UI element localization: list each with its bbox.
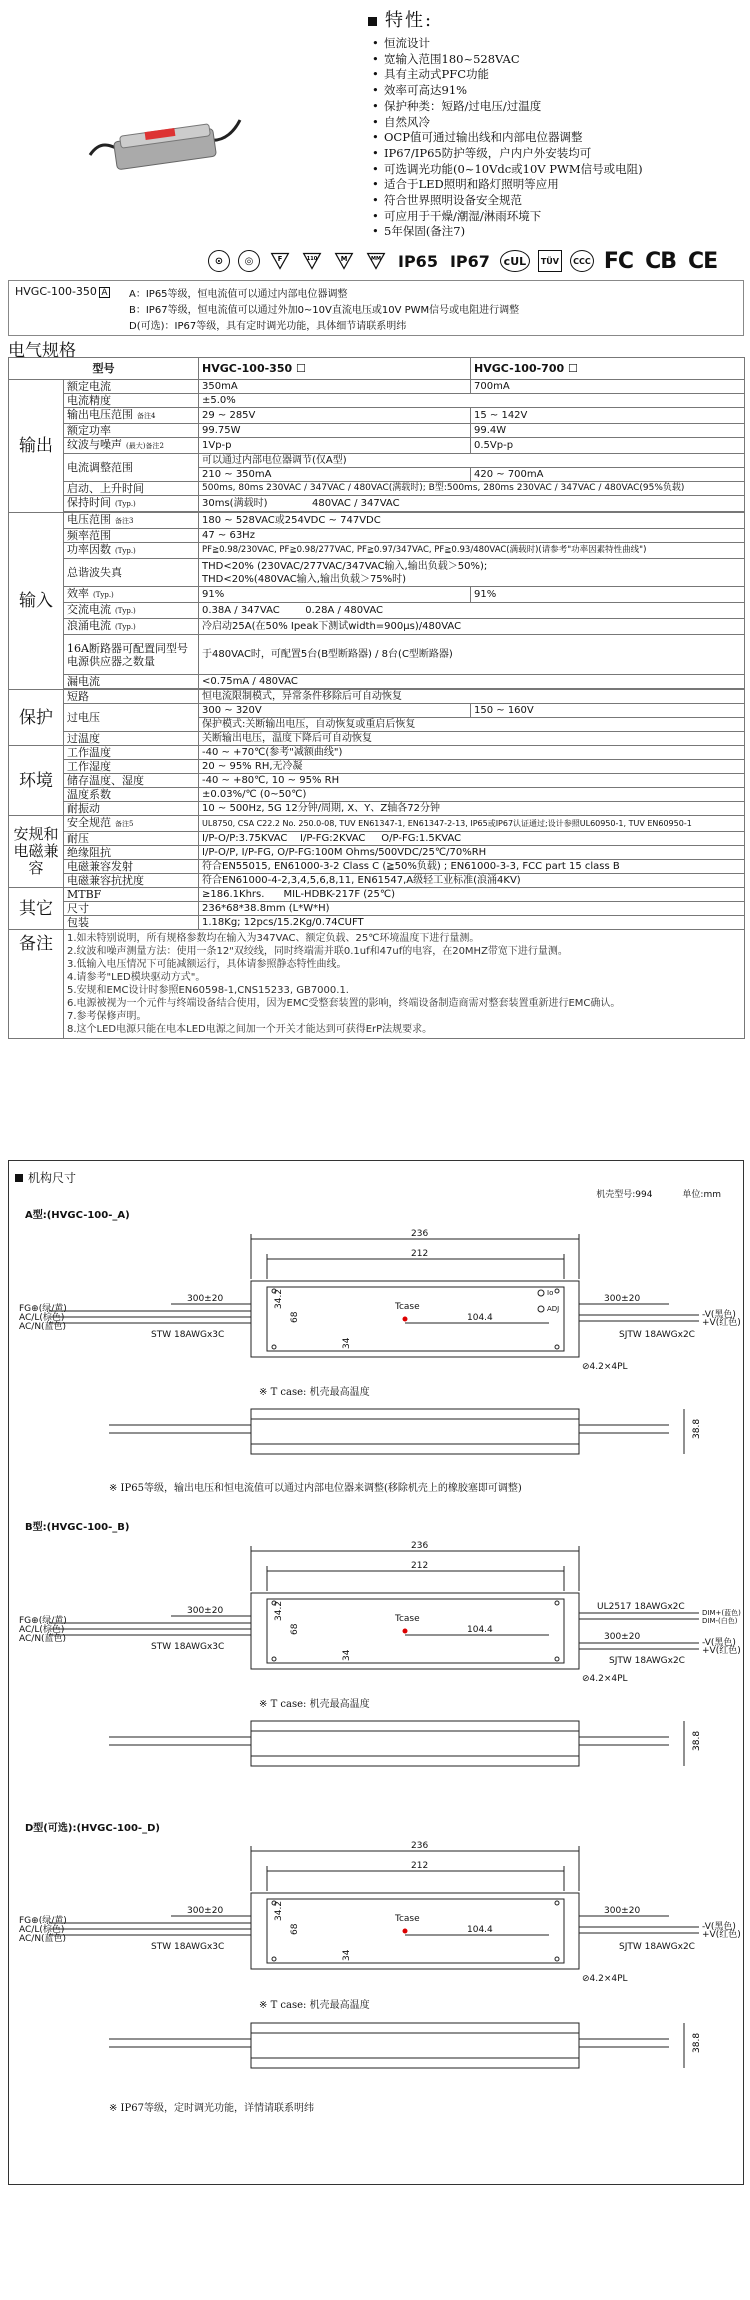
cell-value: ≥186.1Khrs. MIL-HDBK-217F (25℃) [199,888,745,902]
row-label: 耐振动 [64,802,199,816]
svg-text:F: F [277,255,283,263]
cell-value: 210 ~ 350mA [199,468,471,482]
ip67-label: IP67 [449,251,490,271]
svg-text:+V(红色): +V(红色) [702,1930,741,1940]
cell-value: 99.75W [199,424,471,438]
svg-text:212: 212 [411,1249,429,1259]
head-model-350: HVGC-100-350 ☐ [199,358,471,380]
cell-value: 冷启动25A(在50% Ipeak下测试width=900μs)/480VAC [199,619,745,635]
class2-mark-icon: ◎ [238,250,260,272]
table-row [9,816,745,832]
category-protection: 保护 [9,690,64,746]
variant-line: A：IP65等级，恒电流值可以通过内部电位器调整 [129,289,348,300]
svg-text:34.2: 34.2 [274,1288,284,1309]
table-row [9,603,745,619]
product-image [90,100,240,180]
svg-text:SJTW 18AWGx2C: SJTW 18AWGx2C [609,1656,685,1666]
svg-text:34: 34 [342,1949,352,1961]
dimension-meta: 机壳型号:994 单位:mm [596,1190,721,1200]
table-row [9,635,745,675]
type-a-top-drawing [19,1219,741,1379]
cell-value: 180 ~ 528VAC或254VDC ~ 747VDC [199,513,745,529]
row-label: 功率因数 (Typ.) [64,543,199,559]
lead-label: FG⊕(绿/黄) [19,1304,67,1314]
dimension-title: 机构尺寸 [15,1169,76,1186]
cb-mark: CB [645,248,677,274]
type-a-side-drawing [19,1399,734,1469]
feature-item: • IP67/IP65防护等级，户内户外安装均可 [368,146,738,162]
table-row [9,529,745,543]
feature-item: • 效率可高达91% [368,83,738,99]
cell-value: 99.4W [471,424,745,438]
feature-item: • 自然风冷 [368,115,738,131]
svg-text:-V(黑色): -V(黑色) [702,1922,736,1932]
cell-value: 91% [199,587,471,603]
note-item: 3.低输入电压情况下可能减额运行，具体请参照静态特性曲线。 [67,959,347,970]
fcc-mark: FC [603,248,634,274]
feature-item: • 适合于LED照明和路灯照明等应用 [368,177,738,193]
row-label: 尺寸 [64,902,199,916]
type-d-side-drawing [19,2013,734,2083]
table-row [9,874,745,888]
features-title: 特性: [368,6,738,32]
table-row [9,760,745,774]
svg-text:FG⊕(绿/黄): FG⊕(绿/黄) [19,1616,67,1626]
row-label: 电压范围 备注3 [64,513,199,529]
features-panel [368,6,738,240]
category-environment: 环境 [9,746,64,816]
head-model-700: HVGC-100-700 ☐ [471,358,745,380]
svg-text:Tcase: Tcase [395,1302,420,1312]
lead-label: AC/L(棕色) [19,1313,65,1323]
cell-value: 0.38A / 347VAC 0.28A / 480VAC [199,603,745,619]
row-label: 额定功率 [64,424,199,438]
svg-text:212: 212 [411,1561,429,1571]
cell-value: 91% [471,587,745,603]
cell-value: PF≧0.98/230VAC, PF≧0.98/277VAC, PF≧0.97/347VAC, PF≧0.93/480VAC(满载时)(请参考"功率因素特性曲线") [199,543,745,559]
category-input: 输入 [9,513,64,690]
row-label: 电磁兼容发射 [64,860,199,874]
row-label: 交流电流 (Typ.) [64,603,199,619]
cell-value: <0.75mA / 480VAC [199,675,745,689]
table-row [9,424,745,438]
cell-value: -40 ~ +80℃, 10 ~ 95% RH [199,774,745,788]
svg-text:34: 34 [342,1649,352,1661]
svg-text:AC/N(蓝色): AC/N(蓝色) [19,1634,67,1644]
svg-text:34: 34 [342,1337,352,1349]
svg-text:SJTW 18AWGx2C: SJTW 18AWGx2C [619,1942,695,1952]
svg-text:Tcase: Tcase [395,1914,420,1924]
table-row [9,802,745,816]
ip65-label: IP65 [398,251,438,271]
row-label: 电磁兼容抗扰度 [64,874,199,888]
feature-item: • 符合世界照明设备安全规范 [368,193,738,209]
svg-text:Io: Io [547,1289,554,1297]
svg-text:AC/L(棕色): AC/L(棕色) [19,1625,65,1635]
variant-line: D(可选)：IP67等级，具有定时调光功能，具体细节请联系明纬 [129,321,407,332]
row-label: 工作湿度 [64,760,199,774]
hole-label: ⊘4.2×4PL [582,1362,628,1372]
svg-text:STW 18AWGx3C: STW 18AWGx3C [151,1942,225,1952]
row-label: 耐压 [64,832,199,846]
row-label: 包装 [64,916,199,930]
cell-value: 47 ~ 63Hz [199,529,745,543]
cell-value: 700mA [471,380,745,394]
type-b-side-drawing [19,1711,734,1781]
svg-text:236: 236 [411,1841,429,1851]
table-row [9,930,745,1039]
row-label: 过温度 [64,732,199,746]
head-model-label: 型号 [9,358,199,380]
type-d-title: D型(可选):(HVGC-100-_D) [25,1823,160,1834]
tcase-note: ※ T case: 机壳最高温度 [259,2000,370,2011]
ccc-mark-icon: CCC [570,250,594,272]
table-row [9,513,745,529]
note-item: 5.安规和EMC设计时参照EN60598-1,CNS15233, GB7000.1. [67,985,349,996]
certification-row [208,246,743,276]
table-row [9,846,745,860]
table-row [9,454,745,468]
table-row [9,394,745,408]
svg-text:34.2: 34.2 [274,1600,284,1621]
table-row [9,788,745,802]
type-b-title: B型:(HVGC-100-_B) [25,1522,130,1533]
cell-value: UL8750, CSA C22.2 No. 250.0-08, TUV EN61347-1, EN61347-2-13, IP65或IP67认证通过;设计参照UL60950-1, TUV EN60950-1 [199,816,745,832]
note-item: 1.如未特别说明，所有规格参数均在输入为347VAC、额定负载、25℃环境温度下进行量测。 [67,933,480,944]
svg-text:38.8: 38.8 [692,1730,702,1751]
f-mark-icon [268,250,292,272]
m-mark-icon [332,250,356,272]
table-row [9,732,745,746]
note-item: 4.请参考"LED模块驱动方式"。 [67,972,206,983]
row-label: 短路 [64,690,199,704]
variant-line: B：IP67等级，恒电流值可以通过外加0~10V直流电压或10V PWM信号或电阻进行调整 [129,305,520,316]
table-row [9,675,745,689]
table-row [9,559,745,587]
row-label: 电流调整范围 [64,454,199,482]
svg-text:DIM+(蓝色): DIM+(蓝色) [702,1609,741,1617]
110-mark-icon [300,250,324,272]
row-label: 过电压 [64,704,199,732]
row-label: 电流精度 [64,394,199,408]
ce-mark: CE [688,248,718,274]
row-label: 温度系数 [64,788,199,802]
cell-value: 10 ~ 500Hz, 5G 12分钟/周期, X、Y、Z轴各72分钟 [199,802,745,816]
row-label: 保持时间 (Typ.) [64,496,199,512]
cell-value: 符合EN61000-4-2,3,4,5,6,8,11, EN61547,A级轻工业标准(浪涌4KV) [199,874,745,888]
cell-value: 500ms, 80ms 230VAC / 347VAC / 480VAC(满载时); B型:500ms, 280ms 230VAC / 347VAC / 480VAC(95%负载) [199,482,745,496]
category-output: 输出 [9,380,64,513]
cell-value: 1Vp-p [199,438,471,454]
svg-text:300±20: 300±20 [187,1294,224,1304]
type-a-title: A型:(HVGC-100-_A) [25,1210,130,1221]
ul-mark-icon: cUL [500,250,530,272]
product-header [0,0,750,240]
dimension-section [8,1160,744,2185]
table-row [9,916,745,930]
table-row [9,482,745,496]
row-label: 绝缘阻抗 [64,846,199,860]
row-label: 浪涌电流 (Typ.) [64,619,199,635]
note-item: 6.电源被视为一个元件与终端设备结合使用，因为EMC受整套装置的影响，终端设备制造商需对整套装置重新进行EMC确认。 [67,998,621,1009]
svg-text:300±20: 300±20 [604,1632,641,1642]
cell-value: -40 ~ +70℃(参考"减额曲线") [199,746,745,760]
table-row [9,690,745,704]
cell-value: 0.5Vp-p [471,438,745,454]
row-label: 安全规范 备注5 [64,816,199,832]
row-label: 工作温度 [64,746,199,760]
table-row [9,438,745,454]
cell-value: 20 ~ 95% RH,无冷凝 [199,760,745,774]
category-other: 其它 [9,888,64,930]
type-d-note: ※ IP67等级，定时调光功能，详情请联系明纬 [109,2103,314,2114]
row-label: 输出电压范围 备注4 [64,408,199,424]
svg-text:236: 236 [411,1541,429,1551]
svg-text:104.4: 104.4 [467,1313,493,1323]
svg-text:FG⊕(绿/黄): FG⊕(绿/黄) [19,1916,67,1926]
cell-value: 30ms(满载时) 480VAC / 347VAC [199,496,745,512]
svg-text:300±20: 300±20 [604,1906,641,1916]
table-row [9,496,745,512]
cell-value: 150 ~ 160V [471,704,745,718]
row-label: 启动、上升时间 [64,482,199,496]
cell-value: 可以通过内部电位器调节(仅A型) [199,454,745,468]
type-d-top-drawing [19,1831,741,1991]
safety-mark-icon: ⊙ [208,250,230,272]
feature-item: • OCP值可通过输出线和内部电位器调整 [368,130,738,146]
cell-value: 236*68*38.8mm (L*W*H) [199,902,745,916]
svg-text:110: 110 [306,256,318,263]
note-item: 7.参考保修声明。 [67,1011,147,1022]
svg-text:68: 68 [290,1923,300,1935]
svg-text:STW 18AWGx3C: STW 18AWGx3C [151,1330,225,1340]
row-label: 额定电流 [64,380,199,394]
table-row [9,408,745,424]
note-item: 8.这个LED电源只能在电本LED电源之间加一个开关才能达到可获得ErP法规要求。 [67,1024,433,1035]
table-row [9,774,745,788]
svg-text:236: 236 [411,1229,429,1239]
svg-text:68: 68 [290,1311,300,1323]
table-row [9,619,745,635]
svg-text:UL2517 18AWGx2C: UL2517 18AWGx2C [597,1602,685,1612]
svg-text:+V(红色): +V(红色) [702,1646,741,1656]
svg-text:300±20: 300±20 [187,1906,224,1916]
cell-value: I/P-O/P, I/P-FG, O/P-FG:100M Ohms/500VDC/25℃/70%RH [199,846,745,860]
cell-value: 1.18Kg; 12pcs/15.2Kg/0.74CUFT [199,916,745,930]
cell-value: 关断输出电压，温度下降后可自动恢复 [199,732,745,746]
hole-label: ⊘4.2×4PL [582,1974,628,1984]
row-label: 漏电流 [64,675,199,689]
type-b-top-drawing [19,1531,741,1691]
svg-text:300±20: 300±20 [187,1606,224,1616]
table-row [9,860,745,874]
svg-text:DIM-(白色): DIM-(白色) [702,1617,738,1625]
svg-text:300±20: 300±20 [604,1294,641,1304]
cell-value: 350mA [199,380,471,394]
feature-item: • 恒流设计 [368,36,738,52]
table-row [9,746,745,760]
svg-text:AC/L(棕色): AC/L(棕色) [19,1925,65,1935]
row-label: 总谐波失真 [64,559,199,587]
table-row [9,704,745,718]
svg-text:SJTW 18AWGx2C: SJTW 18AWGx2C [619,1330,695,1340]
cell-value: 于480VAC时，可配置5台(B型断路器) / 8台(C型断路器) [199,635,745,675]
notes-cell [64,930,745,1039]
svg-text:38.8: 38.8 [692,1418,702,1439]
cell-value: 保护模式:关断输出电压，自动恢复或重启后恢复 [199,718,745,732]
svg-text:104.4: 104.4 [467,1625,493,1635]
table-row [9,832,745,846]
category-notes: 备注 [9,930,64,1039]
cell-value: I/P-O/P:3.75KVAC I/P-FG:2KVAC O/P-FG:1.5KVAC [199,832,745,846]
svg-text:38.8: 38.8 [692,2032,702,2053]
cell-value: 29 ~ 285V [199,408,471,424]
svg-text:-V(黑色): -V(黑色) [702,1310,736,1320]
row-label: 频率范围 [64,529,199,543]
type-a-note: ※ IP65等级，输出电压和恒电流值可以通过内部电位器来调整(移除机壳上的橡胶塞即可调整) [109,1483,522,1494]
svg-text:ADJ: ADJ [547,1305,560,1313]
cell-value: 15 ~ 142V [471,408,745,424]
table-row [9,888,745,902]
svg-text:212: 212 [411,1861,429,1871]
spec-title: 电气规格 [8,341,76,361]
row-label: 储存温度、湿度 [64,774,199,788]
cell-value: ±0.03%/℃ (0~50℃) [199,788,745,802]
cell-value: 420 ~ 700mA [471,468,745,482]
row-label: 效率 (Typ.) [64,587,199,603]
mm-mark-icon [364,250,388,272]
note-item: 2.纹波和噪声测量方法：使用一条12"双绞线，同时终端需并联0.1uf和47uf的电容，在20MHZ带宽下进行量测。 [67,946,568,957]
tcase-note: ※ T case: 机壳最高温度 [259,1699,370,1710]
row-label: MTBF [64,888,199,902]
category-safety-emc: 安规和电磁兼容 [9,816,64,888]
feature-item: • 可选调光功能(0~10Vdc或10V PWM信号或电阻) [368,162,738,178]
table-row [9,380,745,394]
feature-item: • 保护种类：短路/过电压/过温度 [368,99,738,115]
svg-text:AC/N(蓝色): AC/N(蓝色) [19,1934,67,1944]
svg-text:MM: MM [371,256,381,263]
table-row [9,358,745,380]
feature-item: • 5年保固(备注7) [368,224,738,240]
spec-table [8,357,745,1039]
row-label: 纹波与噪声 (最大)备注2 [64,438,199,454]
model-variants [8,280,744,336]
cell-value: 符合EN55015, EN61000-3-2 Class C (≧50%负载) ; EN61000-3-3, FCC part 15 class B [199,860,745,874]
svg-text:68: 68 [290,1623,300,1635]
svg-text:34.2: 34.2 [274,1900,284,1921]
svg-text:-V(黑色): -V(黑色) [702,1638,736,1648]
feature-item: • 可应用于干燥/潮湿/淋雨环境下 [368,209,738,225]
lead-label: AC/N(蓝色) [19,1322,67,1332]
table-row [9,587,745,603]
row-label: 16A断路器可配置同型号电源供应器之数量 [64,635,199,675]
cell-value: THD<20% (230VAC/277VAC/347VAC输入,输出负载＞50%); THD<20%(480VAC输入,输出负载＞75%时) [199,559,745,587]
cell-value: 恒电流限制模式，异常条件移除后可自动恢复 [199,690,745,704]
svg-text:Tcase: Tcase [395,1614,420,1624]
svg-text:+V(红色): +V(红色) [702,1318,741,1328]
cell-value: ±5.0% [199,394,745,408]
hole-label: ⊘4.2×4PL [582,1674,628,1684]
cell-value: 300 ~ 320V [199,704,471,718]
svg-text:M: M [340,255,348,263]
table-row [9,902,745,916]
feature-item: • 具有主动式PFC功能 [368,67,738,83]
svg-text:104.4: 104.4 [467,1925,493,1935]
tcase-note: ※ T case: 机壳最高温度 [259,1387,370,1398]
features-list [368,36,738,240]
tuv-mark-icon: TÜV [538,250,562,272]
feature-item: • 宽输入范围180~528VAC [368,52,738,68]
svg-text:STW 18AWGx3C: STW 18AWGx3C [151,1642,225,1652]
variant-model: HVGC-100-350 A [15,285,110,298]
table-row [9,543,745,559]
